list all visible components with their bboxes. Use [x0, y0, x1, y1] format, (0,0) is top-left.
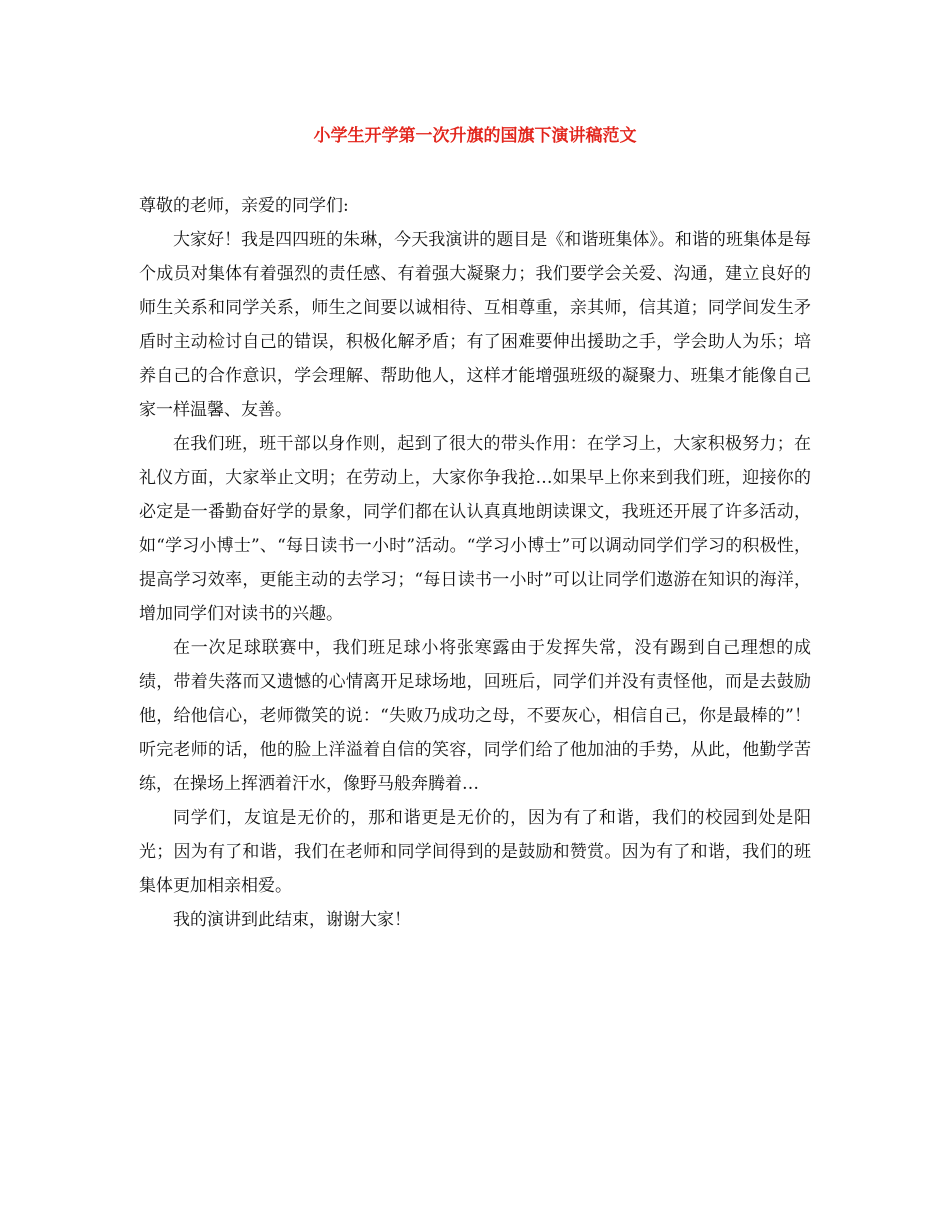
paragraph-football-story: 在一次足球联赛中，我们班足球小将张寒露由于发挥失常，没有踢到自己理想的成绩，带着失落而又遗憾的心情离开足球场地，回班后，同学们并没有责怪他，而是去鼓励他，给他信心，老师微笑的说：“失败乃成功之母，不要灰心，相信自己，你是最棒的”！听完老师的话，他的脸上洋溢着自信的笑容，同学们给了他加油的手势，从此，他勤学苦练，在操场上挥洒着汗水，像野马般奔腾着…	[139, 638, 811, 794]
document-body	[139, 189, 811, 937]
document-title: 小学生开学第一次升旗的国旗下演讲稿范文	[313, 126, 637, 146]
paragraph-class-activities: 在我们班，班干部以身作则，起到了很大的带头作用：在学习上，大家积极努力；在礼仪方面，大家举止文明；在劳动上，大家你争我抢…如果早上你来到我们班，迎接你的必定是一番勤奋好学的景象，同学们都在认认真真地朗读课文，我班还开展了许多活动，如“学习小博士”、“每日读书一小时”活动。“学习小博士”可以调动同学们学习的积极性，提高学习效率，更能主动的去学习；“每日读书一小时”可以让同学们遨游在知识的海洋，增加同学们对读书的兴趣。	[139, 434, 811, 624]
paragraph-harmony: 同学们，友谊是无价的，那和谐更是无价的，因为有了和谐，我们的校园到处是阳光；因为有了和谐，我们在老师和同学间得到的是鼓励和赞赏。因为有了和谐，我们的班集体更加相亲相爱。	[139, 808, 811, 896]
paragraph-introduction: 大家好！我是四四班的朱琳，今天我演讲的题目是《和谐班集体》。和谐的班集体是每个成员对集体有着强烈的责任感、有着强大凝聚力；我们要学会关爱、沟通，建立良好的师生关系和同学关系，师生之间要以诚相待、互相尊重，亲其师，信其道；同学间发生矛盾时主动检讨自己的错误，积极化解矛盾；有了困难要伸出援助之手，学会助人为乐；培养自己的合作意识，学会理解、帮助他人，这样才能增强班级的凝聚力、班集才能像自己家一样温馨、友善。	[139, 230, 811, 420]
paragraph-closing: 我的演讲到此结束，谢谢大家！	[173, 910, 411, 930]
greeting-line: 尊敬的老师，亲爱的同学们:	[139, 196, 349, 216]
